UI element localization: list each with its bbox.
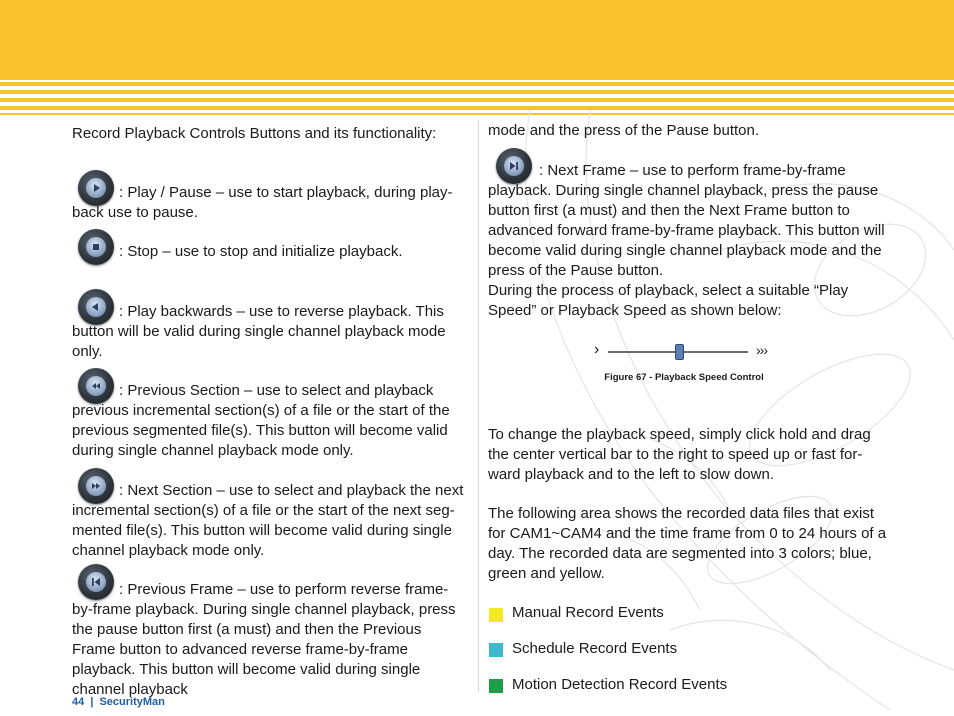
speed-intro-text: During the process of playback, select a suitable “Play Speed” or Playback Speed as shown below: (488, 282, 849, 319)
play-backwards-description: : Play backwards – use to reverse playback. This button will be valid during single channel playback mode only. (72, 303, 446, 360)
header-stripe (0, 98, 954, 102)
next-section-description: : Next Section – use to select and playback the next incremental section(s) of a file or the start of the next seg-mented file(s). This button will become valid during single channel playback mode only. (72, 482, 464, 559)
previous-section-description: : Previous Section – use to select and playback previous incremental section(s) of a file or the start of the previous segmented file(s). This button will become valid during single channel playback mode only. (72, 382, 450, 459)
header-stripe (0, 90, 954, 94)
stop-description: : Stop – use to stop and initialize playback. (119, 243, 403, 260)
intro-text: Record Playback Controls Buttons and its functionality: (72, 125, 437, 142)
speed-slider-handle[interactable] (675, 344, 684, 360)
figure-caption: Figure 67 - Playback Speed Control (604, 372, 764, 383)
slow-down-icon[interactable]: › (594, 341, 600, 358)
footer-separator: | (90, 696, 94, 708)
change-speed-text: To change the playback speed, simply click hold and drag the center vertical bar to the right to speed up or fast for-ward playback and to the left to slow down. (488, 426, 871, 483)
motion-detection-swatch (489, 679, 503, 693)
continuation-text: mode and the press of the Pause button. (488, 122, 760, 139)
schedule-record-swatch (489, 643, 503, 657)
brand-name: SecurityMan (99, 696, 165, 708)
header-band (0, 0, 954, 80)
column-divider (478, 120, 479, 692)
fast-forward-icon[interactable]: ››› (756, 342, 767, 358)
schedule-record-label: Schedule Record Events (512, 640, 678, 657)
page-footer (72, 696, 165, 708)
manual-record-label: Manual Record Events (512, 604, 664, 621)
motion-detection-label: Motion Detection Record Events (512, 676, 728, 693)
data-files-text: The following area shows the recorded data files that exist for CAM1~CAM4 and the time frame from 0 to 24 hours of a day. The recorded data are segmented into 3 colors; blue, green and yellow. (488, 505, 887, 582)
page-number: 44 (72, 696, 85, 708)
manual-record-swatch (489, 608, 503, 622)
play-pause-description: : Play / Pause – use to start playback, during play-back use to pause. (72, 184, 453, 221)
playback-speed-control (594, 342, 784, 362)
previous-frame-description: : Previous Frame – use to perform reverse frame-by-frame playback. During single channel playback, press the pause button first (a must) and then the Previous Frame button to advanced reverse frame-by-frame playback. This button will become valid during single channel playback (72, 581, 456, 698)
header-stripe (0, 82, 954, 86)
next-frame-description: : Next Frame – use to perform frame-by-frame playback. During single channel playback, press the pause button first (a must) and then the Next Frame button to advanced forward frame-by-frame playback. This button will become valid during single channel playback mode and the press of the Pause button. (488, 162, 885, 279)
